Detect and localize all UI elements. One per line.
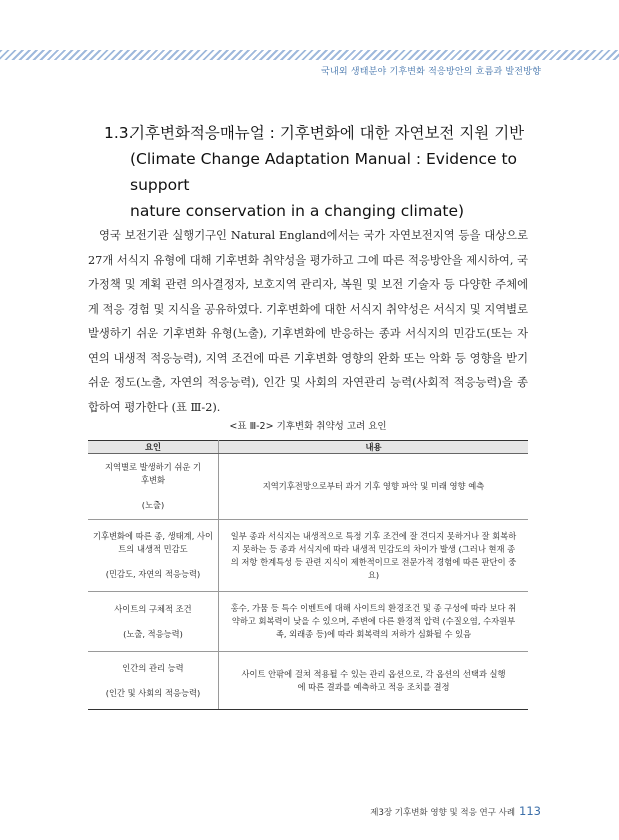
factor-name: 사이트의 구체적 조건 <box>114 603 192 614</box>
content-cell: 홍수, 가뭄 등 특수 이벤트에 대해 사이트의 환경조건 및 종 구성에 따라 보다 취약하고 회복력이 낮을 수 있으며, 주변에 다른 환경적 압력 (수질오염, 수자원부족, 외래종 등)에 따라 회복력의 저하가 심화될 수 있음 <box>219 592 529 652</box>
section-heading <box>104 120 544 224</box>
factor-name: 지역별로 발생하기 쉬운 기후변화 <box>104 462 202 485</box>
factor-cell <box>88 652 219 710</box>
header-pattern-band <box>0 50 619 60</box>
table-row <box>88 652 528 710</box>
factor-type: (민감도, 자연의 적응능력) <box>105 569 201 579</box>
table-row <box>88 454 528 520</box>
section-number: 1.3. <box>104 124 134 142</box>
table-row <box>88 592 528 652</box>
content-cell: 일부 종과 서식지는 내생적으로 특정 기후 조건에 잘 견디지 못하거나 잘 회복하지 못하는 등 종과 서식지에 따라 내생적 민감도의 차이가 발생 (그러나 현재 종의 저항 한계특성 등 관련 지식이 제한적이므로 전문가적 경험에 따른 판단이 중요) <box>219 520 529 592</box>
table-caption: <표 Ⅲ-2> 기후변화 취약성 고려 요인 <box>229 421 387 432</box>
section-title-en-line2: nature conservation in a changing climate) <box>130 202 465 220</box>
factor-type: (노출) <box>141 500 165 510</box>
section-title-en-line1: (Climate Change Adaptation Manual : Evidence to support <box>130 150 518 194</box>
header-factor: 요인 <box>88 441 219 454</box>
table-header-row <box>88 441 528 454</box>
body-paragraph: 영국 보전기관 실행기구인 Natural England에서는 국가 자연보전지역 등을 대상으로 27개 서식지 유형에 대해 기후변화 취약성을 평가하고 그에 따른 적응방안을 제시하여, 국가정책 및 계획 관련 의사결정자, 보호지역 관리자, 복원 및 보전 기술자 등 다양한 주체에게 적응 경험 및 지식을 공유하였다. 기후변화에 대한 서식지 취약성은 서식지 및 지역별로 발생하기 쉬운 기후변화 유형(노출), 기후변화에 반응하는 종과 서식지의 민감도(또는 자연의 내생적 적응능력), 지역 조건에 따른 기후변화 영향의 완화 또는 악화 등 영향을 받기 쉬운 정도(노출, 자연의 적응능력), 인간 및 사회의 자연관리 능력(사회적 적응능력)을 종합하여 평가한다 (표 Ⅲ-2). <box>88 229 528 414</box>
factor-type: (인간 및 사회의 적응능력) <box>105 687 201 698</box>
section-title-ko-line <box>104 120 544 146</box>
running-header: 국내외 생태분야 기후변화 적응방안의 흐름과 발전방향 <box>321 67 541 77</box>
header-content: 내용 <box>219 441 529 454</box>
factor-cell <box>88 454 219 520</box>
factor-name: 기후변화에 따른 종, 생태계, 사이트의 내생적 민감도 <box>92 531 214 554</box>
content-cell: 사이트 안팎에 걸쳐 적용될 수 있는 관리 옵션으로, 각 옵션의 선택과 실행에 따른 결과를 예측하고 적응 조치를 결정 <box>219 652 529 710</box>
page-number: 113 <box>519 804 541 818</box>
factor-cell <box>88 592 219 652</box>
footer-chapter: 제3장 기후변화 영향 및 적응 연구 사례 <box>370 808 516 818</box>
factor-type: (노출, 적응능력) <box>123 628 183 639</box>
content-cell: 지역기후전망으로부터 과거 기후 영향 파악 및 미래 영향 예측 <box>219 454 529 520</box>
section-title-ko: 기후변화적응매뉴얼 : 기후변화에 대한 자연보전 지원 기반 <box>130 124 525 142</box>
factor-cell <box>88 520 219 592</box>
vulnerability-factors-table <box>88 440 528 710</box>
factor-name: 인간의 관리 능력 <box>122 662 184 673</box>
page-footer <box>370 804 541 818</box>
table-row <box>88 520 528 592</box>
